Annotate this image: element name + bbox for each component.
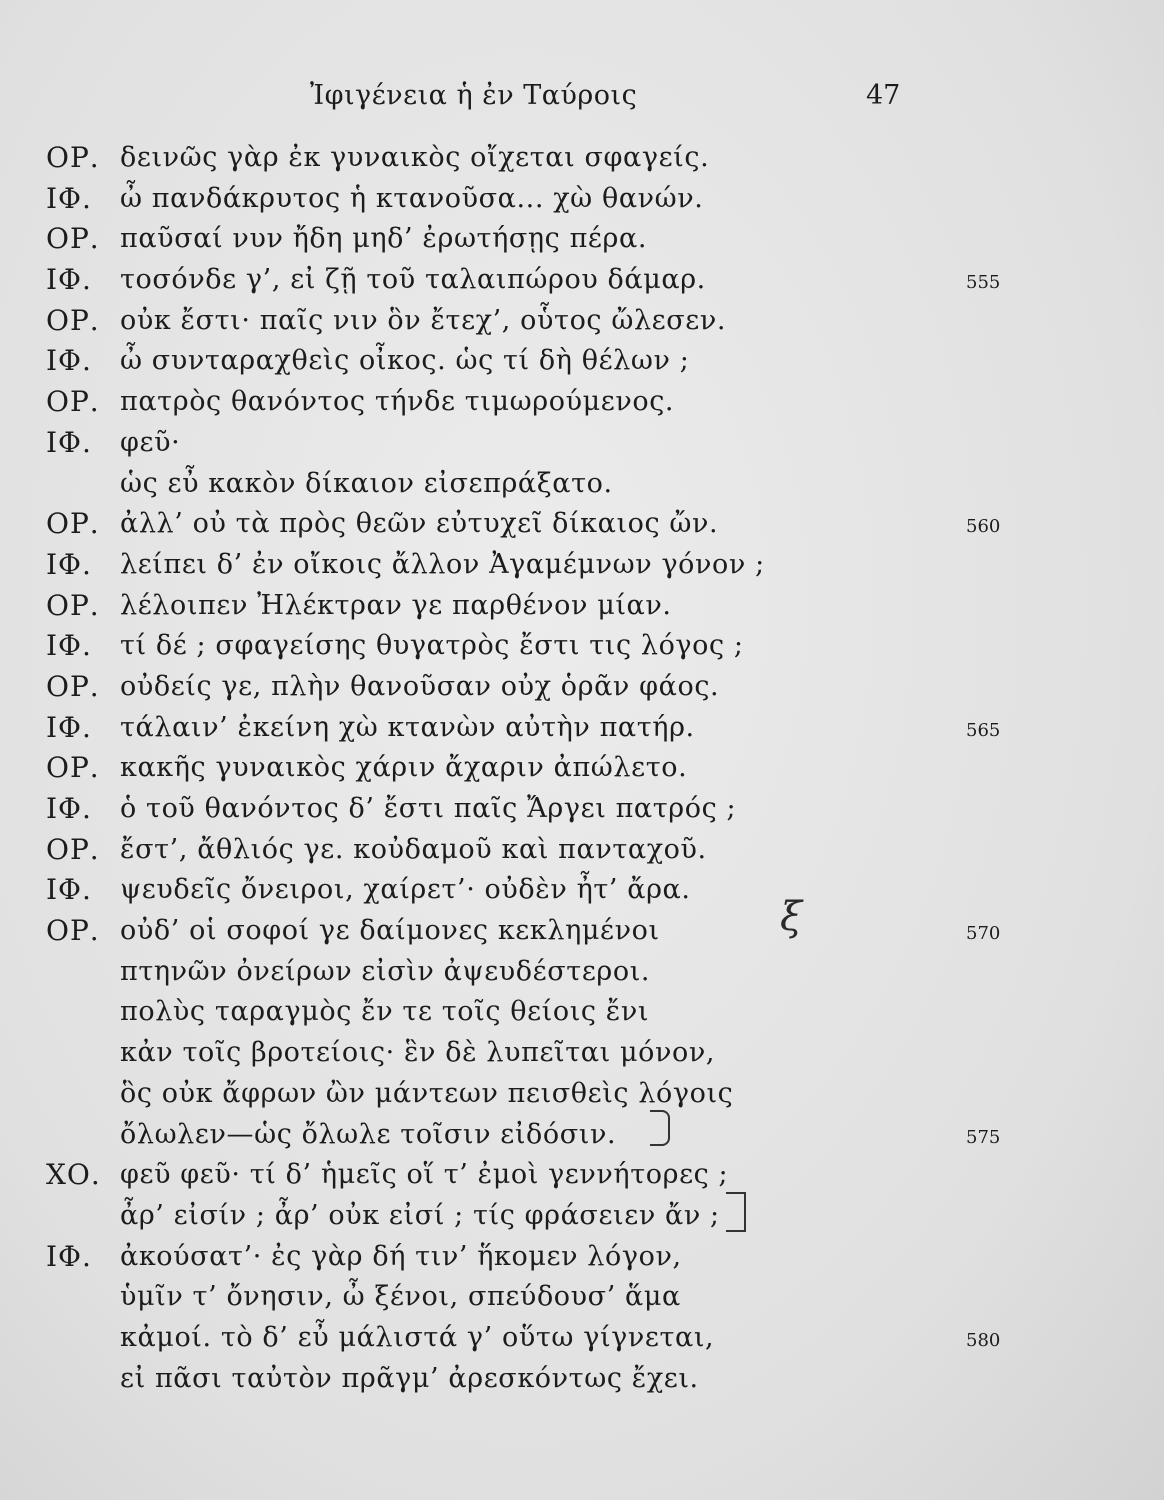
verse-text: ἔστ’, ἄθλιός γε. κοὐδαμοῦ καὶ πανταχοῦ. [120, 833, 707, 865]
verse-text: παῦσαί νυν ἤδη μηδ’ ἐρωτήσῃς πέρα. [120, 223, 648, 255]
speaker-label: ΙΦ. [46, 1239, 92, 1273]
speaker-label: ΙΦ. [46, 710, 92, 744]
verse-line [0, 341, 1164, 382]
verse-line [0, 708, 1164, 749]
verse-text: κακῆς γυναικὸς χάριν ἄχαριν ἀπώλετο. [120, 752, 688, 784]
verse-text: λείπει δ’ ἐν οἴκοις ἄλλον Ἀγαμέμνων γόνον ; [120, 548, 765, 580]
verse-text: εἰ πᾶσι ταὐτὸν πρᾶγμ’ ἀρεσκόντως ἔχει. [120, 1362, 699, 1394]
verse-text: ἀκούσατ’· ἐς γὰρ δή τιν’ ἥκομεν λόγον, [120, 1240, 682, 1272]
verse-text: ὁ τοῦ θανόντος δ’ ἔστι παῖς Ἄργει πατρός ; [120, 793, 737, 824]
speaker-label: ΙΦ. [46, 263, 92, 297]
verse-text: ὡς εὖ κακὸν δίκαιον εἰσεπράξατο. [120, 467, 613, 499]
handwritten-margin-mark: ξ [780, 894, 803, 940]
verse-text: φεῦ· [120, 426, 181, 458]
verse-text: πολὺς ταραγμὸς ἔν τε τοῖς θείοις ἔνι [120, 996, 650, 1028]
verse-line [0, 870, 1164, 911]
verse-line [0, 748, 1164, 789]
line-number: 565 [966, 719, 1001, 741]
verse-line [0, 952, 1164, 993]
verse-text: οὐκ ἔστι· παῖς νιν ὃν ἔτεχ’, οὗτος ὤλεσεν. [120, 304, 727, 336]
running-title: Ἰφιγένεια ἡ ἐν Ταύροις [310, 80, 638, 111]
verse-line [0, 260, 1164, 301]
verse-line [0, 301, 1164, 342]
verse-line [0, 138, 1164, 179]
speaker-label: ΟΡ. [46, 588, 100, 622]
verse-line [0, 464, 1164, 505]
verse-line [0, 1115, 1164, 1156]
verse-line [0, 382, 1164, 423]
speaker-label: ΟΡ. [46, 222, 100, 256]
line-number: 580 [966, 1329, 1001, 1351]
verse-line [0, 911, 1164, 952]
speaker-label: ΟΡ. [46, 303, 100, 337]
speaker-label: ΟΡ. [46, 832, 100, 866]
verse-text: λέλοιπεν Ἠλέκτραν γε παρθένον μίαν. [120, 589, 672, 621]
line-number: 575 [966, 1126, 1001, 1148]
verse-line [0, 586, 1164, 627]
verse-text: ψευδεῖς ὄνειροι, χαίρετ’· οὐδὲν ἦτ’ ἄρα. [120, 874, 691, 906]
verse-text: οὐδ’ οἱ σοφοί γε δαίμονες κεκλημένοι [120, 915, 660, 947]
speaker-label: ΙΦ. [46, 344, 92, 378]
verse-line [0, 789, 1164, 830]
speaker-label: ΟΡ. [46, 751, 100, 785]
verse-text: φεῦ φεῦ· τί δ’ ἡμεῖς οἵ τ’ ἐμοὶ γεννήτορες ; [120, 1159, 729, 1191]
verse-text: οὐδείς γε, πλὴν θανοῦσαν οὐχ ὁρᾶν φάος. [120, 670, 720, 702]
verse-text: ὦ συνταραχθεὶς οἶκος. ὡς τί δὴ θέλων ; [120, 345, 690, 377]
speaker-label: ΟΡ. [46, 669, 100, 703]
verse-text: πατρὸς θανόντος τήνδε τιμωρούμενος. [120, 386, 675, 418]
verse-line [0, 1277, 1164, 1318]
verse-line [0, 423, 1164, 464]
line-number: 560 [966, 516, 1001, 538]
line-number: 555 [966, 272, 1001, 294]
verse-text: τοσόνδε γ’, εἰ ζῇ τοῦ ταλαιπώρου δάμαρ. [120, 264, 706, 296]
verse-line [0, 504, 1164, 545]
line-number: 570 [966, 923, 1001, 945]
speaker-label: ΙΦ. [46, 547, 92, 581]
verse-text: ὃς οὐκ ἄφρων ὢν μάντεων πεισθεὶς λόγοις [120, 1077, 734, 1109]
verse-line [0, 1074, 1164, 1115]
speaker-label: ΟΡ. [46, 141, 100, 174]
verse-text: πτηνῶν ὀνείρων εἰσὶν ἀψευδέστεροι. [120, 955, 651, 987]
verse-line [0, 179, 1164, 220]
speaker-label: ΧΟ. [46, 1158, 101, 1192]
verse-line [0, 667, 1164, 708]
verse-text: δεινῶς γὰρ ἐκ γυναικὸς οἴχεται σφαγείς. [120, 142, 710, 173]
handwritten-bracket [650, 1110, 670, 1146]
verse-line [0, 1033, 1164, 1074]
verse-line [0, 1155, 1164, 1196]
page-number: 47 [866, 80, 901, 111]
verse-line [0, 1359, 1164, 1400]
verse-text: τάλαιν’ ἐκείνη χὼ κτανὼν αὐτὴν πατήρ. [120, 711, 695, 743]
speaker-label: ΟΡ. [46, 507, 100, 541]
verse-block [0, 138, 1164, 1399]
speaker-label: ΙΦ. [46, 629, 92, 663]
speaker-label: ΙΦ. [46, 181, 92, 215]
verse-line [0, 545, 1164, 586]
verse-text: τί δέ ; σφαγείσης θυγατρὸς ἔστι τις λόγος ; [120, 630, 744, 662]
verse-text: ὦ πανδάκρυτος ἡ κτανοῦσα... χὼ θανών. [120, 182, 704, 214]
handwritten-bracket [726, 1192, 746, 1232]
verse-line [0, 1237, 1164, 1278]
verse-line [0, 1196, 1164, 1237]
verse-line [0, 830, 1164, 871]
verse-line [0, 1318, 1164, 1359]
verse-text: ὄλωλεν—ὡς ὄλωλε τοῖσιν εἰδόσιν. [120, 1118, 617, 1150]
verse-text: κἀμοί. τὸ δ’ εὖ μάλιστά γ’ οὕτω γίγνεται, [120, 1321, 715, 1353]
speaker-label: ΙΦ. [46, 425, 92, 459]
verse-text: κἀν τοῖς βροτείοις· ἓν δὲ λυπεῖται μόνον, [120, 1037, 716, 1069]
verse-text: ὑμῖν τ’ ὄνησιν, ὦ ξένοι, σπεύδουσ’ ἅμα [120, 1281, 681, 1313]
verse-line [0, 992, 1164, 1033]
verse-text: ἆρ’ εἰσίν ; ἆρ’ οὐκ εἰσί ; τίς φράσειεν ἄν ; [120, 1199, 720, 1231]
verse-line [0, 219, 1164, 260]
speaker-label: ΟΡ. [46, 914, 100, 948]
verse-line [0, 626, 1164, 667]
speaker-label: ΟΡ. [46, 385, 100, 419]
speaker-label: ΙΦ. [46, 873, 92, 907]
speaker-label: ΙΦ. [46, 792, 92, 825]
verse-text: ἀλλ’ οὐ τὰ πρὸς θεῶν εὐτυχεῖ δίκαιος ὤν. [120, 508, 719, 540]
